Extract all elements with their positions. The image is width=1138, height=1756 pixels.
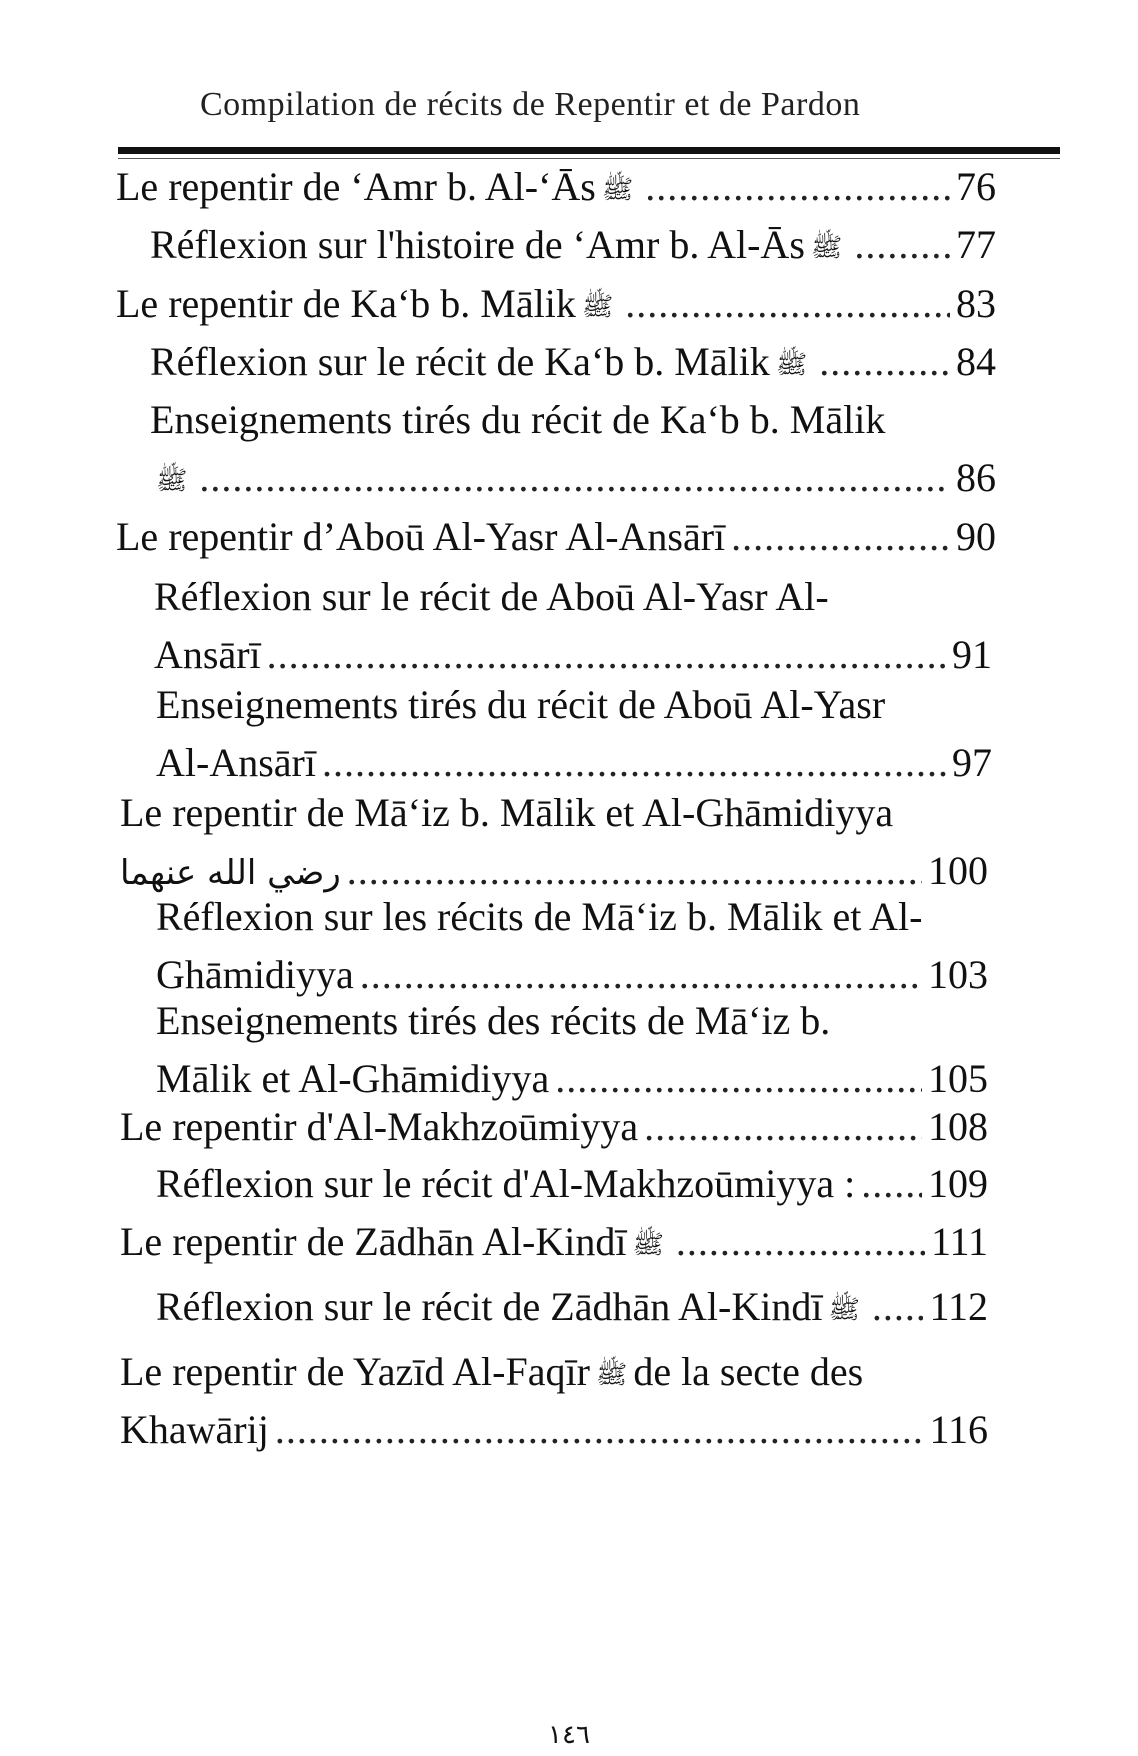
toc-entry[interactable] xyxy=(150,333,996,391)
toc-entry[interactable] xyxy=(156,888,988,1004)
entry-title: Réflexion sur l'histoire de ‘Amr b. Al-Ās xyxy=(150,222,805,267)
header-rule xyxy=(118,147,1060,154)
entry-title-cont: Khawārij xyxy=(120,1407,269,1452)
entry-title: Le repentir de Ka‘b b. Mālik xyxy=(116,281,576,326)
honorific-icon: ﷺ xyxy=(595,1360,628,1390)
entry-title-cont: Ansārī xyxy=(154,632,261,677)
page-footer-number: ١٤٦ xyxy=(548,1720,590,1750)
toc-entry[interactable] xyxy=(156,1155,988,1213)
toc-entry[interactable] xyxy=(156,1278,988,1336)
entry-title: Réflexion sur le récit d'Al-Makhzoūmiyya : xyxy=(156,1161,856,1206)
page-number: 103 xyxy=(928,952,988,997)
toc-entry[interactable] xyxy=(120,1343,988,1459)
honorific-icon: ﷺ xyxy=(156,466,188,496)
entry-title: Enseignements tirés du récit de Aboū Al-Yasr xyxy=(156,682,886,727)
running-header: Compilation de récits de Repentir et de Pardon xyxy=(200,86,861,123)
honorific-icon: ﷺ xyxy=(828,1295,860,1325)
page-number: 111 xyxy=(930,1219,988,1264)
page-number: 84 xyxy=(956,339,996,384)
entry-title: Enseignements tirés du récit de Ka‘b b. Mālik xyxy=(150,397,886,442)
page-number: 83 xyxy=(956,281,996,326)
leader-dots xyxy=(645,158,950,216)
toc-entry[interactable] xyxy=(150,391,996,507)
toc-entry[interactable] xyxy=(120,1098,988,1156)
honorific-icon: ﷺ xyxy=(810,233,843,263)
page-number: 108 xyxy=(928,1104,988,1149)
entry-title: Le repentir de ‘Amr b. Al-‘Ās xyxy=(116,164,596,209)
page-number: 76 xyxy=(956,164,996,209)
leader-dots xyxy=(731,508,950,566)
entry-title: Le repentir d'Al-Makhzoūmiyya xyxy=(120,1104,639,1149)
entry-title: Le repentir d’Aboū Al-Yasr Al-Ansārī xyxy=(116,514,726,559)
entry-title-cont: Al-Ansārī xyxy=(156,740,316,785)
entry-title: Réflexion sur le récit de Aboū Al-Yasr Al- xyxy=(154,574,829,619)
entry-title: Réflexion sur les récits de Mā‘iz b. Mālik et Al- xyxy=(156,894,923,939)
page-number: 91 xyxy=(952,632,992,677)
leader-dots xyxy=(644,1098,922,1156)
honorific-icon: ﷺ xyxy=(775,350,808,380)
honorific-icon: ﷺ xyxy=(581,292,614,322)
honorific-icon: ﷺ xyxy=(632,1230,664,1260)
entry-title: Réflexion sur le récit de Ka‘b b. Mālik xyxy=(150,339,770,384)
arabic-honorific: رضي الله عنهما xyxy=(120,853,341,893)
leader-dots xyxy=(854,216,950,274)
entry-title: Le repentir de Zādhān Al-Kindī xyxy=(120,1219,627,1264)
toc-entry[interactable] xyxy=(120,784,988,900)
honorific-icon: ﷺ xyxy=(601,175,634,205)
entry-title: Réflexion sur le récit de Zādhān Al-Kindī xyxy=(156,1284,823,1329)
leader-dots xyxy=(861,1155,922,1213)
page-number: 116 xyxy=(929,1407,988,1452)
entry-title-tail: de la secte des xyxy=(633,1349,864,1394)
entry-title: Le repentir de Mā‘iz b. Mālik et Al-Ghāmidiyya xyxy=(120,790,894,835)
page-number: 109 xyxy=(928,1161,988,1206)
page-number: 86 xyxy=(956,455,996,500)
leader-dots xyxy=(275,1401,924,1459)
page-number: 90 xyxy=(956,514,996,559)
entry-title-cont: Ghāmidiyya xyxy=(156,952,354,997)
page-number: 97 xyxy=(952,740,992,785)
page-number: 105 xyxy=(928,1056,988,1101)
toc-entry[interactable] xyxy=(116,508,996,566)
leader-dots xyxy=(199,449,950,507)
toc-entry[interactable] xyxy=(150,216,996,274)
leader-dots xyxy=(676,1213,925,1271)
page-number: 100 xyxy=(928,848,988,893)
toc-entry[interactable] xyxy=(116,158,996,216)
toc-entry[interactable] xyxy=(156,992,988,1108)
toc-entry[interactable] xyxy=(156,676,992,792)
page-number: 112 xyxy=(929,1284,988,1329)
page-number: 77 xyxy=(956,222,996,267)
entry-title: Le repentir de Yazīd Al-Faqīr xyxy=(120,1349,590,1394)
leader-dots xyxy=(872,1278,924,1336)
toc-entry[interactable] xyxy=(120,1213,988,1271)
leader-dots xyxy=(819,333,950,391)
leader-dots xyxy=(625,275,950,333)
toc-entry[interactable] xyxy=(116,275,996,333)
entry-title: Enseignements tirés des récits de Mā‘iz b. xyxy=(156,998,831,1043)
toc-entry[interactable] xyxy=(154,568,992,684)
entry-title-cont: Mālik et Al-Ghāmidiyya xyxy=(156,1056,550,1101)
